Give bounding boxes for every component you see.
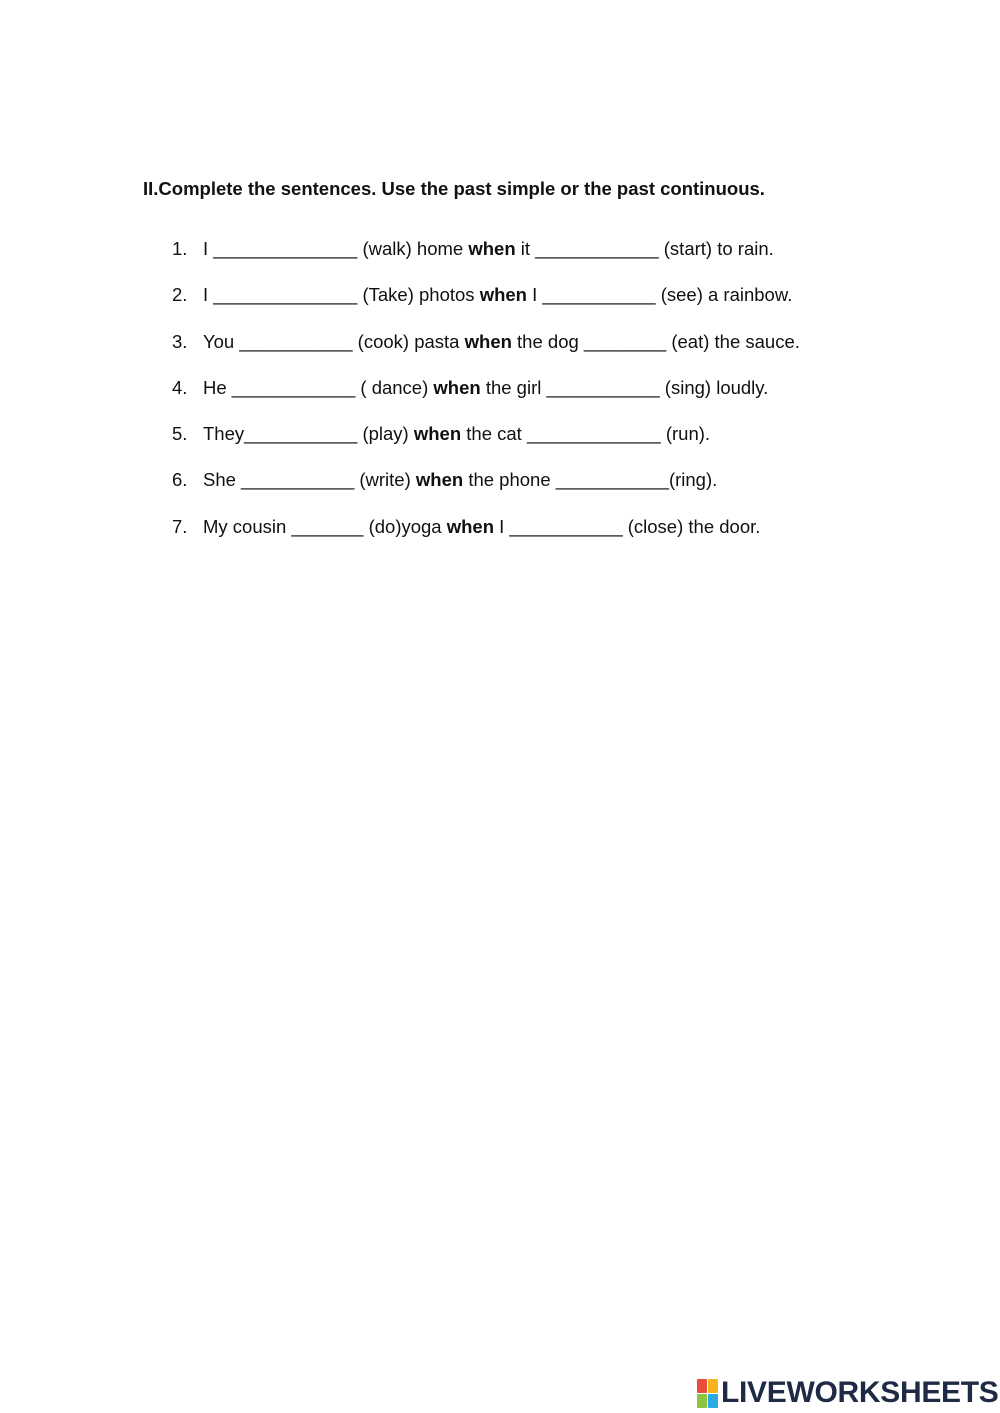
sentence-part-after: the cat _____________ (run). [461,423,711,445]
item-sentence [203,282,792,308]
keyword-when: when [446,515,495,537]
sentence-part-after: the girl ___________ (sing) loudly. [480,376,769,398]
keyword-when: when [468,238,516,259]
liveworksheets-logo [697,1378,999,1408]
sentence-part-after: the phone ___________(ring). [463,469,718,491]
item-number: 7. [172,515,188,537]
keyword-when: when [413,423,462,445]
logo-square-blue [708,1394,718,1408]
item-number: 5. [172,423,188,445]
sentence-part-before: I ______________ (walk) home [203,238,469,259]
item-number: 1. [172,238,188,259]
sentence-part-before: You ___________ (cook) pasta [203,330,465,352]
keyword-when: when [464,330,512,352]
item-number: 4. [172,376,188,398]
sentence-part-before: She ___________ (write) [203,469,416,491]
item-sentence [203,514,760,540]
sentence-part-before: He ____________ ( dance) [203,376,434,398]
sentence-part-after: I ___________ (see) a rainbow. [526,284,793,306]
keyword-when: when [433,376,481,398]
keyword-when: when [479,284,527,306]
item-sentence [203,329,800,355]
item-sentence [203,375,768,401]
sentence-part-before: I ______________ (Take) photos [203,284,480,306]
item-sentence [203,236,774,262]
logo-wordmark: LIVEWORKSHEETS [721,1376,999,1409]
sentence-part-before: They___________ (play) [203,423,414,445]
logo-square-red [697,1379,707,1393]
sentence-part-after: I ___________ (close) the door. [494,515,761,537]
logo-mark-icon [697,1379,718,1408]
item-number: 2. [172,284,188,306]
item-number: 3. [172,330,188,352]
logo-square-green [697,1394,707,1408]
item-sentence [203,467,717,493]
sentence-part-after: it ____________ (start) to rain. [515,238,774,259]
keyword-when: when [415,469,464,491]
item-sentence [203,421,710,447]
exercise-instruction: II.Complete the sentences. Use the past simple or the past continuous. [143,178,765,199]
logo-square-yellow [708,1379,718,1393]
sentence-part-before: My cousin _______ (do)yoga [203,515,447,537]
sentence-part-after: the dog ________ (eat) the sauce. [511,330,800,352]
item-number: 6. [172,469,188,491]
